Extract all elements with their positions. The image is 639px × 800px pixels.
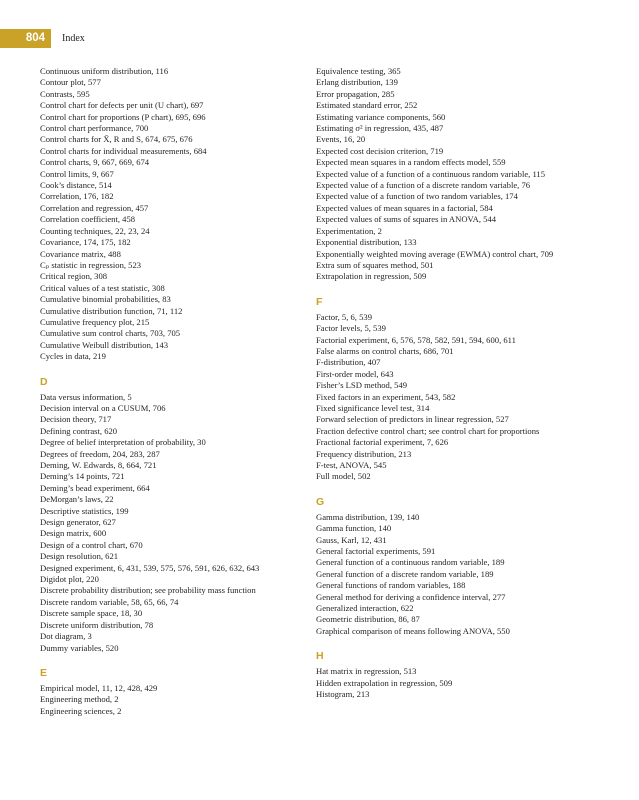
index-entry: Fisher’s LSD method, 549 [316, 380, 408, 391]
index-entry: Critical region, 308 [40, 271, 108, 282]
index-entry: Design matrix, 600 [40, 528, 107, 539]
index-entry: Descriptive statistics, 199 [40, 505, 129, 516]
index-entry: General function of a continuous random variable, 189 [316, 557, 505, 568]
index-entry: Designed experiment, 6, 431, 539, 575, 576, 591, 626, 632, 643 [40, 562, 260, 573]
index-entry: Deming’s bead experiment, 664 [40, 482, 150, 493]
index-entry: First-order model, 643 [316, 368, 394, 379]
index-entry: Estimating σ² in regression, 435, 487 [316, 123, 444, 134]
index-entry: F-test, ANOVA, 545 [316, 460, 387, 470]
index-entry: F-distribution, 407 [316, 357, 381, 368]
index-entry: Engineering method, 2 [40, 694, 119, 705]
page-number: 804 [0, 29, 51, 48]
index-entry: Equivalence testing, 365 [316, 66, 401, 76]
section-letter-g: G [316, 495, 325, 508]
index-entry: General factorial experiments, 591 [316, 546, 436, 557]
index-entry: Control chart for defects per unit (U chart), 697 [40, 100, 204, 111]
index-entry: Discrete probability distribution; see probability mass function [40, 585, 256, 596]
index-entry: Degrees of freedom, 204, 283, 287 [40, 448, 160, 459]
index-entry: Gamma function, 140 [316, 523, 392, 534]
index-entry: Control charts for X̄, R and S, 674, 675, 676 [40, 134, 193, 145]
index-entry: Cycles in data, 219 [40, 351, 106, 362]
index-entry: Histogram, 213 [316, 689, 370, 700]
index-entry: General functions of random variables, 188 [316, 580, 466, 591]
section-letter-d: D [40, 375, 48, 388]
index-entry: Factorial experiment, 6, 576, 578, 582, 591, 594, 600, 611 [316, 334, 516, 345]
index-entry: Cumulative distribution function, 71, 112 [40, 305, 183, 316]
index-entry: Expected values of mean squares in a factorial, 584 [316, 202, 493, 213]
index-entry: Generalized interaction, 622 [316, 603, 414, 614]
index-entry: Expected mean squares in a random effects model, 559 [316, 157, 506, 168]
index-entry: Geometric distribution, 86, 87 [316, 614, 420, 625]
index-entry: Cumulative sum control charts, 703, 705 [40, 328, 181, 339]
index-entry: Design resolution, 621 [40, 551, 119, 562]
index-entry: Factor, 5, 6, 539 [316, 311, 372, 322]
index-entry: Correlation, 176, 182 [40, 191, 114, 202]
index-entry: Defining contrast, 620 [40, 425, 118, 436]
index-entry: Expected values of sums of squares in ANOVA, 544 [316, 214, 497, 225]
index-entry: Erlang distribution, 139 [316, 77, 398, 88]
index-entry: Graphical comparison of means following ANOVA, 550 [316, 625, 510, 636]
index-entry: Extra sum of squares method, 501 [316, 259, 434, 270]
index-entry: Degree of belief interpretation of probability, 30 [40, 437, 206, 448]
index-entry: Deming’s 14 points, 721 [40, 471, 125, 482]
index-entry: Exponential distribution, 133 [316, 237, 417, 248]
index-entry: Gauss, Karl, 12, 431 [316, 534, 387, 545]
index-entry: Covariance matrix, 488 [40, 248, 121, 259]
index-entry: Expected cost decision criterion, 719 [316, 145, 444, 156]
index-entry: Frequency distribution, 213 [316, 448, 412, 459]
index-entry: Exponentially weighted moving average (EWMA) control chart, 709 [316, 248, 554, 259]
index-entry: Expected value of a function of a discrete random variable, 76 [316, 180, 531, 191]
index-entry: Estimated standard error, 252 [316, 100, 418, 111]
index-entry: Forward selection of predictors in linear regression, 527 [316, 414, 509, 425]
index-entry: Control charts for individual measurements, 684 [40, 145, 207, 156]
index-entry: Data versus information, 5 [40, 391, 132, 402]
index-entry: Fixed factors in an experiment, 543, 582 [316, 391, 456, 402]
index-entry: Decision interval on a CUSUM, 706 [40, 402, 166, 413]
index-entry: General function of a discrete random variable, 189 [316, 568, 494, 579]
index-entry: Counting techniques, 22, 23, 24 [40, 225, 150, 236]
index-entry: Estimating variance components, 560 [316, 111, 446, 122]
index-entry: Fractional factorial experiment, 7, 626 [316, 437, 449, 448]
index-entry: Factor levels, 5, 539 [316, 323, 386, 334]
index-entry: Dummy variables, 520 [40, 642, 119, 653]
index-entry: Events, 16, 20 [316, 134, 366, 145]
index-entry: Expected value of a function of a continuous random variable, 115 [316, 168, 546, 179]
index-entry: Control chart for proportions (P chart), 695, 696 [40, 111, 206, 122]
index-entry: Cₚ statistic in regression, 523 [40, 259, 142, 270]
index-entry: Design of a control chart, 670 [40, 539, 143, 550]
index-entry: Contour plot, 577 [40, 77, 101, 88]
page-header [0, 29, 639, 48]
index-entry: Cumulative Weibull distribution, 143 [40, 339, 169, 350]
index-entry: Empirical model, 11, 12, 428, 429 [40, 682, 158, 693]
index-entry: Deming, W. Edwards, 8, 664, 721 [40, 460, 157, 470]
index-entry: Discrete sample space, 18, 30 [40, 608, 143, 619]
index-entry: Control charts, 9, 667, 669, 674 [40, 157, 150, 168]
index-entry: Discrete uniform distribution, 78 [40, 619, 154, 630]
index-entry: Contrasts, 595 [40, 88, 90, 99]
index-entry: Full model, 502 [316, 471, 371, 482]
index-entry: Critical values of a test statistic, 308 [40, 282, 165, 293]
index-entry: Design generator, 627 [40, 517, 116, 528]
index-entry: Decision theory, 717 [40, 414, 112, 425]
index-entry: Discrete random variable, 58, 65, 66, 74 [40, 596, 179, 607]
running-head: Index [62, 33, 85, 44]
index-entry: Error propagation, 285 [316, 88, 395, 99]
index-entry: Dot diagram, 3 [40, 631, 92, 642]
section-letter-e: E [40, 666, 48, 679]
index-column-right [316, 66, 598, 701]
index-entry: Hidden extrapolation in regression, 509 [316, 677, 453, 688]
index-entry: Fraction defective control chart; see control chart for proportions [316, 425, 540, 436]
section-letter-h: H [316, 650, 324, 663]
index-entry: Digidot plot, 220 [40, 574, 99, 585]
index-entry: Cumulative frequency plot, 215 [40, 316, 150, 327]
index-column-left [40, 66, 300, 717]
index-entry: General method for deriving a confidence interval, 277 [316, 591, 506, 602]
index-entry: DeMorgan’s laws, 22 [40, 494, 114, 505]
index-entry: Hat matrix in regression, 513 [316, 666, 417, 677]
index-entry: Fixed significance level test, 314 [316, 402, 430, 413]
index-entry: Expected value of a function of two random variables, 174 [316, 191, 518, 202]
index-entry: Engineering sciences, 2 [40, 705, 122, 716]
index-entry: Gamma distribution, 139, 140 [316, 511, 420, 522]
index-entry: Cook’s distance, 514 [40, 180, 112, 191]
index-entry: Covariance, 174, 175, 182 [40, 237, 131, 248]
index-entry: Correlation coefficient, 458 [40, 214, 136, 225]
index-entry: Correlation and regression, 457 [40, 202, 149, 213]
index-entry: Extrapolation in regression, 509 [316, 271, 427, 282]
index-entry: Control limits, 9, 667 [40, 168, 114, 179]
index-entry: Continuous uniform distribution, 116 [40, 66, 169, 76]
index-entry: Experimentation, 2 [316, 225, 382, 236]
section-letter-f: F [316, 295, 323, 308]
index-entry: Cumulative binomial probabilities, 83 [40, 294, 171, 305]
index-entry: Control chart performance, 700 [40, 123, 149, 134]
index-entry: False alarms on control charts, 686, 701 [316, 345, 454, 356]
